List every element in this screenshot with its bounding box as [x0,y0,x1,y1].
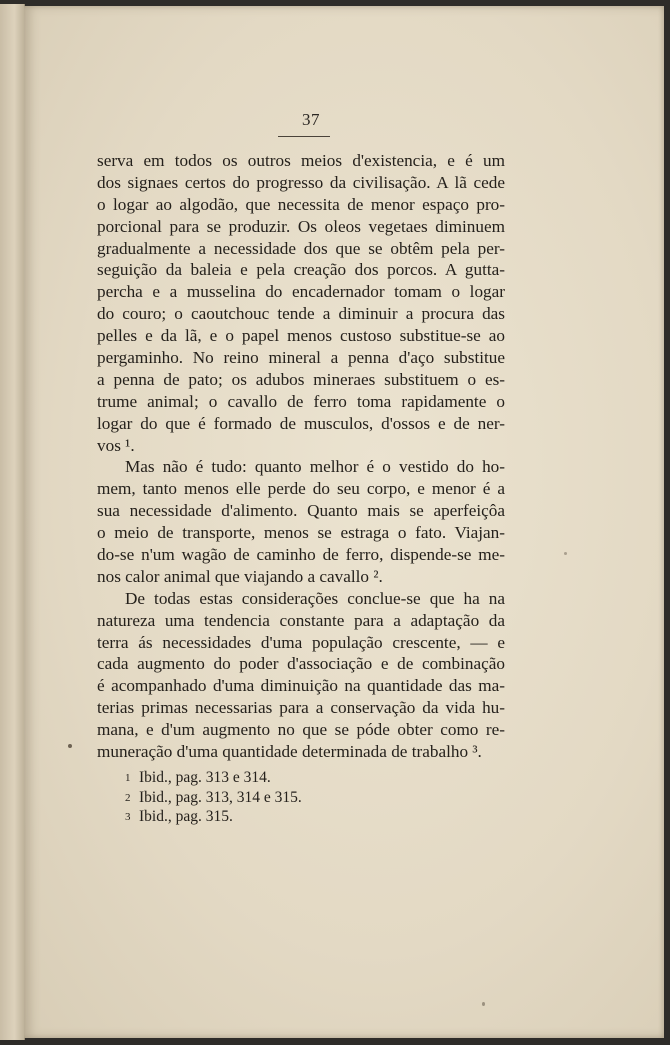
book-page [24,6,664,1038]
text-line: terra ás necessidades d'uma população crescente, — e [97,632,505,652]
text-line: pelles e da lã, e o papel menos custoso substitue-se ao [97,326,505,346]
text-line: mem, tanto menos elle perde do seu corpo, e menor é a [97,479,505,499]
body-text [97,150,505,763]
footnote-text: Ibid., pag. 313 e 314. [139,769,271,786]
paper-speck [68,744,72,748]
text-line: terias primas necessarias para a conservação da vida hu- [97,698,505,718]
text-line: serva em todos os outros meios d'existencia, e é um [97,151,505,170]
text-line: Mas não é tudo: quanto melhor é o vestido do ho- [125,457,505,477]
footnote-text: Ibid., pag. 313, 314 e 315. [139,788,302,806]
facing-page-edge [0,4,25,1040]
footnote-text: Ibid., pag. 315. [139,808,233,825]
text-line: cada augmento do poder d'associação e de combinação [97,654,505,674]
text-line: muneração d'uma quantidade determinada de trabalho ³. [97,742,482,762]
text-line: sua necessidade d'alimento. Quanto mais se aperfeiçôa [97,501,505,521]
text-line: mana, e d'um augmento no que se póde obter como re- [97,720,505,740]
text-line: nos calor animal que viajando a cavallo ². [97,566,383,586]
text-line: do couro; o caoutchouc tende a diminuir a procura das [97,304,505,324]
text-line: natureza uma tendencia constante para a adaptação da [97,610,505,630]
text-line: porcional para se produzir. Os oleos vegetaes diminuem [97,216,505,236]
text-line: o logar ao algodão, que necessita de menor espaço pro- [97,194,505,214]
text-line: a penna de pato; os adubos mineraes substituem o es- [97,369,505,389]
text-line: é acompanhado d'uma diminuição na quantidade das ma- [97,676,505,696]
footnote [125,807,425,827]
text-line: percha e a musselina do encadernador tomam o logar [97,282,505,302]
text-line: do-se n'um wagão de caminho de ferro, dispende-se me- [97,545,505,565]
footnote-number: 1 [125,772,131,784]
text-line: De todas estas considerações conclue-se que ha na [125,588,505,608]
text-line: o meio de transporte, menos se estraga o fato. Viajan- [97,523,505,543]
footnote-number: 3 [125,811,131,823]
page-number: 37 [302,110,320,129]
footnote-number: 2 [125,791,131,804]
footnote [125,788,425,808]
text-line: logar do que é formado de musculos, d'ossos e de ner- [97,413,505,433]
text-line: trume animal; o cavallo de ferro toma rapidamente o [97,391,505,411]
footnote [125,768,425,788]
text-line: seguição da baleia e pela creação dos porcos. A gutta- [97,260,505,280]
text-line: pergaminho. No reino mineral a penna d'aço substitue [97,348,505,368]
text-line: dos signaes certos do progresso da civilisação. A lã cede [97,172,505,192]
footnotes [125,768,425,827]
paper-speck [564,552,567,555]
text-line: vos ¹. [97,435,135,455]
page-number-rule [278,136,330,137]
paper-speck [482,1002,485,1006]
text-line: gradualmente a necessidade dos que se obtêm pela per- [97,238,505,258]
